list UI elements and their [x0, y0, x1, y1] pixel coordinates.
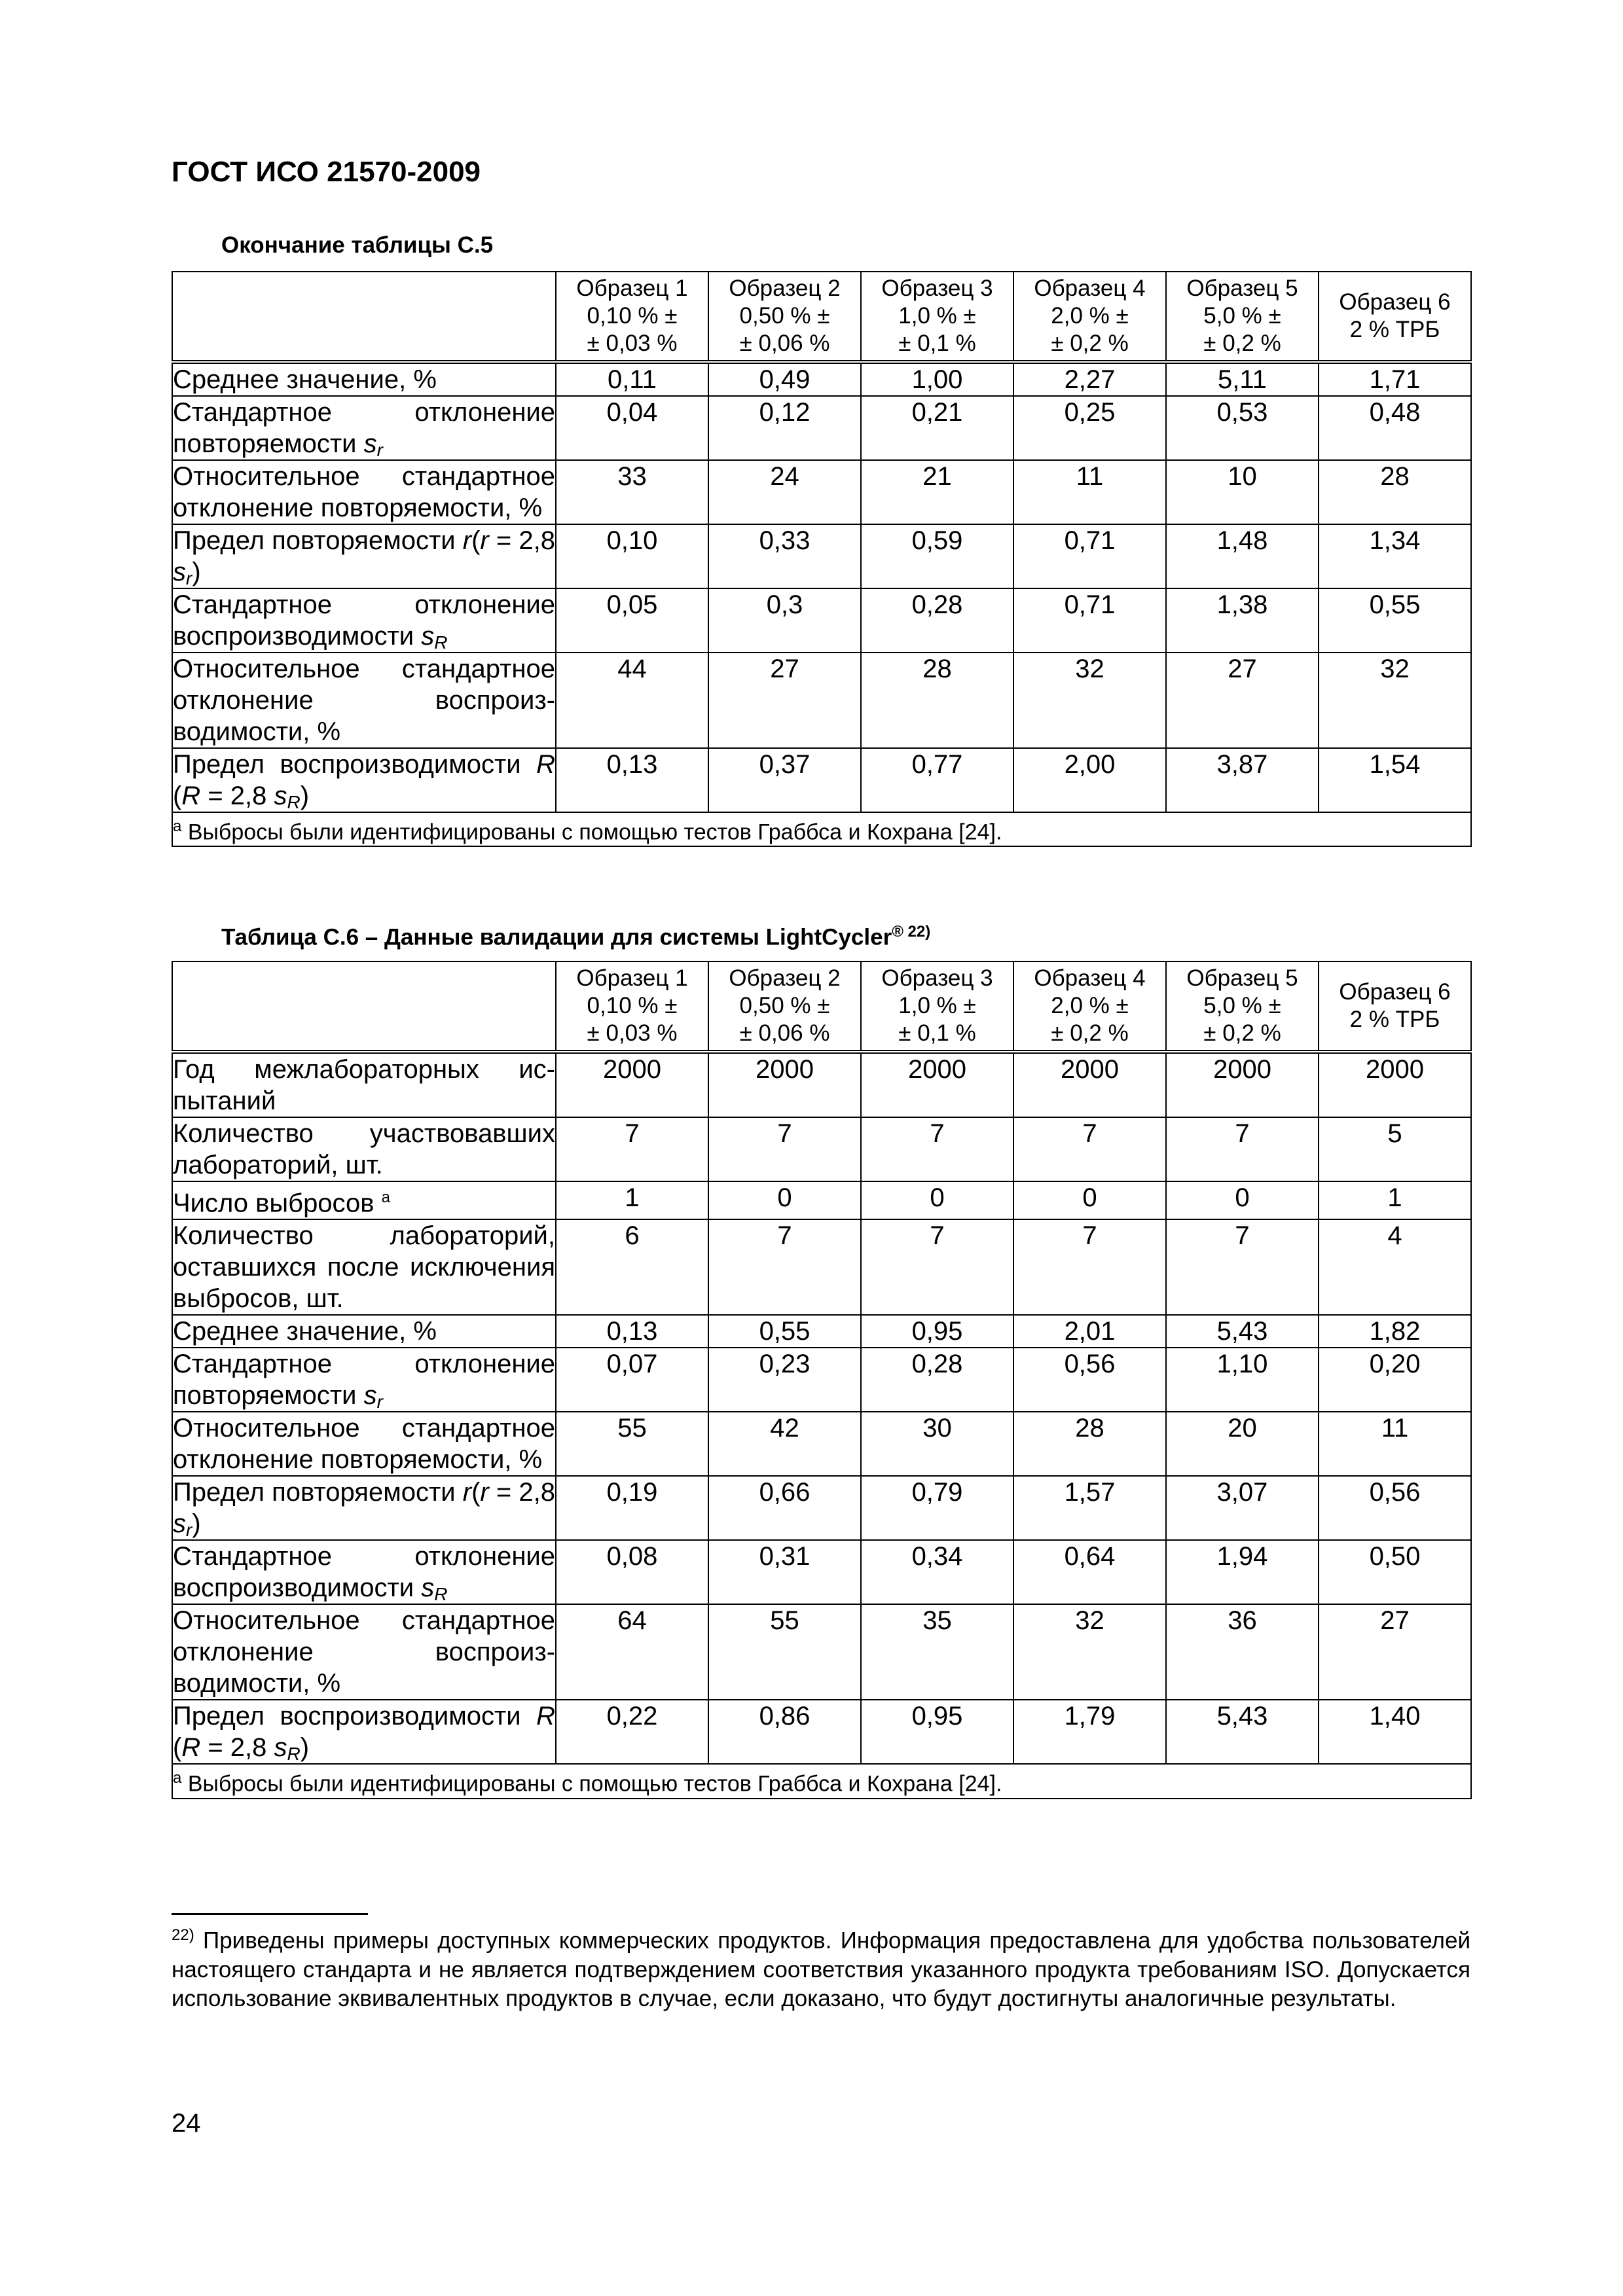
table-row — [172, 1348, 1471, 1412]
column-header-line: Образец 3 — [881, 965, 993, 991]
table-cell: 2,27 — [1013, 362, 1166, 396]
column-header-line: Образец 1 — [576, 276, 688, 301]
table-cell: 7 — [1166, 1117, 1319, 1181]
row-label-symbol: s — [173, 558, 186, 586]
table-cell: 5,11 — [1166, 362, 1319, 396]
row-label-symbol: s — [173, 1509, 186, 1539]
row-label-subscript: R — [287, 792, 301, 812]
table-cell: 2000 — [1166, 1052, 1319, 1117]
table-cell: 1 — [556, 1181, 708, 1219]
table-cell: 3,87 — [1166, 748, 1319, 812]
column-header-line: 0,50 % ± — [739, 993, 830, 1018]
column-header-line: Образец 5 — [1186, 965, 1298, 991]
table-cell: 1,71 — [1319, 362, 1471, 396]
table-row — [172, 1540, 1471, 1604]
row-label-text: ) — [300, 1733, 310, 1763]
row-label-text: Стандартное отклонение повторяемости — [173, 398, 555, 458]
table-row — [172, 396, 1471, 460]
column-header-line: Образец 1 — [576, 965, 688, 991]
row-label-text: Предел воспроизводимости — [173, 750, 537, 779]
table-row — [172, 1412, 1471, 1476]
column-header-line: 2 % ТРБ — [1349, 317, 1440, 342]
table-note-mark: a — [173, 817, 182, 835]
table-cell: 0,04 — [556, 396, 708, 460]
row-label-symbol: s — [421, 622, 435, 651]
row-label-text: Стандартное отклонение воспроизводимости — [173, 1542, 555, 1603]
column-header-line: 1,0 % ± — [898, 303, 976, 329]
row-label-text: = 2,8 — [488, 1478, 555, 1507]
column-header — [1013, 961, 1166, 1052]
row-label — [172, 1540, 556, 1604]
table-row — [172, 460, 1471, 524]
column-header-line: Образец 6 — [1339, 289, 1451, 315]
row-label-text: Относительное стандартное отклонение повторяемости, % — [173, 1414, 555, 1475]
table-cell: 0,12 — [708, 396, 861, 460]
table-cell: 21 — [861, 460, 1013, 524]
table-cell: 0,05 — [556, 588, 708, 653]
row-label-text: Среднее значение, % — [173, 365, 437, 394]
table-cell: 11 — [1319, 1412, 1471, 1476]
column-header — [1319, 961, 1471, 1052]
column-header — [1166, 272, 1319, 362]
column-header-line: ± 0,03 % — [587, 331, 678, 356]
row-label-subscript: r — [376, 1391, 383, 1412]
column-header-line: ± 0,06 % — [739, 1020, 830, 1046]
footnote-marker: a — [381, 1189, 390, 1206]
table-cell: 35 — [861, 1604, 1013, 1700]
table-cell: 7 — [556, 1117, 708, 1181]
table-row — [172, 1700, 1471, 1764]
table2-header-empty — [172, 961, 556, 1052]
table-cell: 55 — [708, 1604, 861, 1700]
table-cell: 11 — [1013, 460, 1166, 524]
table-cell: 0,22 — [556, 1700, 708, 1764]
table-cell: 0,56 — [1319, 1476, 1471, 1540]
table-note-mark: a — [173, 1769, 182, 1787]
table-cell: 1,34 — [1319, 524, 1471, 588]
row-label-subscript: r — [186, 568, 192, 588]
table-cell: 2,01 — [1013, 1315, 1166, 1348]
table-cell: 36 — [1166, 1604, 1319, 1700]
table-cell: 44 — [556, 653, 708, 748]
table-cell: 3,07 — [1166, 1476, 1319, 1540]
table-cell: 0,11 — [556, 362, 708, 396]
table-cell: 1 — [1319, 1181, 1471, 1219]
table-cell: 5,43 — [1166, 1315, 1319, 1348]
row-label-text: Год межлабораторных испытаний — [173, 1055, 555, 1115]
table-cell: 2000 — [1319, 1052, 1471, 1117]
table-cell: 0,10 — [556, 524, 708, 588]
table-cell: 0,71 — [1013, 524, 1166, 588]
table-cell: 1,54 — [1319, 748, 1471, 812]
column-header — [861, 961, 1013, 1052]
row-label-subscript: R — [287, 1744, 301, 1765]
table-cell: 7 — [861, 1219, 1013, 1315]
table-cell: 0,07 — [556, 1348, 708, 1412]
column-header-line: 0,10 % ± — [587, 993, 678, 1018]
table-cell: 0,21 — [861, 396, 1013, 460]
row-label-text: Стандартное отклонение воспроизводимости — [173, 590, 555, 651]
row-label — [172, 1476, 556, 1540]
row-label-text: = 2,8 — [200, 781, 274, 810]
column-header — [1013, 272, 1166, 362]
table-cell: 7 — [1166, 1219, 1319, 1315]
row-label-text: ( — [173, 781, 182, 810]
row-label-text: Предел повторяемости — [173, 526, 463, 555]
table-cell: 7 — [708, 1219, 861, 1315]
column-header-line: ± 0,2 % — [1203, 1020, 1281, 1046]
table-cell: 2000 — [1013, 1052, 1166, 1117]
row-label-symbol: s — [274, 781, 287, 810]
row-label — [172, 1117, 556, 1181]
table-row — [172, 1052, 1471, 1117]
table-cell: 0,55 — [1319, 588, 1471, 653]
table-cell: 33 — [556, 460, 708, 524]
row-label-text: Предел повторяемости — [173, 1478, 463, 1507]
table-row — [172, 748, 1471, 812]
table-cell: 7 — [1013, 1117, 1166, 1181]
table-cell: 10 — [1166, 460, 1319, 524]
column-header-line: 2 % ТРБ — [1349, 1007, 1440, 1032]
table-cell: 64 — [556, 1604, 708, 1700]
table-cell: 0,95 — [861, 1700, 1013, 1764]
table-cell: 0,55 — [708, 1315, 861, 1348]
table-cell: 0,50 — [1319, 1540, 1471, 1604]
column-header-line: 0,10 % ± — [587, 303, 678, 329]
table-cell: 0,23 — [708, 1348, 861, 1412]
table-cell: 0,37 — [708, 748, 861, 812]
table-cell: 1,57 — [1013, 1476, 1166, 1540]
footnote-mark: 22) — [172, 1926, 194, 1944]
table1-caption: Окончание таблицы С.5 — [221, 232, 494, 258]
table-note-text: Выбросы были идентифицированы с помощью тестов Граббса и Кохрана [24]. — [187, 1771, 1002, 1797]
row-label-subscript: r — [186, 1520, 192, 1541]
table-cell: 28 — [1013, 1412, 1166, 1476]
table-cell: 0 — [1013, 1181, 1166, 1219]
row-label — [172, 1700, 556, 1764]
table-cell: 0,20 — [1319, 1348, 1471, 1412]
table-cell: 0,48 — [1319, 396, 1471, 460]
row-label-text: Количество участвовавших лабораторий, шт. — [173, 1119, 555, 1179]
row-label-text: ) — [192, 558, 201, 586]
row-label — [172, 748, 556, 812]
table-row — [172, 1604, 1471, 1700]
row-label-text: Среднее значение, % — [173, 1317, 437, 1346]
column-header-line: 5,0 % ± — [1203, 993, 1281, 1018]
column-header-line: Образец 5 — [1186, 276, 1298, 301]
table-row — [172, 1117, 1471, 1181]
table-cell: 32 — [1013, 1604, 1166, 1700]
footnote-divider — [172, 1913, 368, 1915]
row-label-symbol: s — [363, 429, 377, 458]
table-row — [172, 524, 1471, 588]
table-note-row — [172, 812, 1471, 846]
column-header-line: 5,0 % ± — [1203, 303, 1281, 329]
table-cell: 1,10 — [1166, 1348, 1319, 1412]
column-header — [556, 272, 708, 362]
document-header: ГОСТ ИСО 21570-2009 — [172, 156, 481, 188]
table2-caption — [221, 923, 930, 951]
table-row — [172, 1219, 1471, 1315]
table1-body — [172, 362, 1471, 846]
row-label — [172, 362, 556, 396]
column-header-line: Образец 4 — [1034, 965, 1146, 991]
row-label — [172, 460, 556, 524]
column-header-line: ± 0,2 % — [1051, 331, 1129, 356]
table-cell: 0,28 — [861, 1348, 1013, 1412]
row-label-symbol: R — [181, 781, 201, 810]
row-label-subscript: r — [376, 440, 383, 460]
column-header-line: Образец 4 — [1034, 276, 1146, 301]
row-label-text: = 2,8 — [200, 1733, 274, 1763]
table-cell: 0,66 — [708, 1476, 861, 1540]
table-cell: 1,40 — [1319, 1700, 1471, 1764]
table-cell: 32 — [1013, 653, 1166, 748]
row-label-text: Относительное стандартное отклонение воспроизводимости, % — [173, 655, 555, 746]
table-note-text: Выбросы были идентифицированы с помощью тестов Граббса и Кохрана [24]. — [187, 819, 1002, 845]
table-cell: 28 — [1319, 460, 1471, 524]
row-label-text: ( — [173, 1733, 182, 1763]
row-label — [172, 588, 556, 653]
table-row — [172, 1476, 1471, 1540]
row-label-text: ( — [471, 1478, 481, 1507]
row-label-symbol: R — [181, 1733, 201, 1763]
row-label-text: ) — [300, 781, 310, 810]
table-cell: 0,31 — [708, 1540, 861, 1604]
column-header-line: ± 0,1 % — [898, 1020, 976, 1046]
row-label-symbol: r — [462, 526, 472, 555]
column-header — [861, 272, 1013, 362]
table-cell: 1,00 — [861, 362, 1013, 396]
row-label — [172, 396, 556, 460]
table-cell: 20 — [1166, 1412, 1319, 1476]
row-label-symbol: R — [536, 750, 555, 779]
table-cell: 1,94 — [1166, 1540, 1319, 1604]
row-label-text: Относительное стандартное отклонение повторяемости, % — [173, 462, 555, 522]
table-cell: 0,71 — [1013, 588, 1166, 653]
table-cell: 7 — [1013, 1219, 1166, 1315]
column-header — [708, 961, 861, 1052]
table-cell: 0,28 — [861, 588, 1013, 653]
table1-header-empty — [172, 272, 556, 362]
column-header-line: 0,50 % ± — [739, 303, 830, 329]
table-cell: 1,48 — [1166, 524, 1319, 588]
table-cell: 4 — [1319, 1219, 1471, 1315]
table-cell: 0,56 — [1013, 1348, 1166, 1412]
table-c5-continuation — [172, 271, 1472, 847]
page-number: 24 — [172, 2109, 201, 2138]
table-row — [172, 362, 1471, 396]
table-note-row — [172, 1764, 1471, 1798]
row-label-symbol: r — [480, 1478, 489, 1507]
table-cell: 0,34 — [861, 1540, 1013, 1604]
row-label-subscript: R — [434, 1584, 448, 1605]
row-label — [172, 1219, 556, 1315]
row-label-text: Количество лабораторий, оставшихся после исключения выбросов, шт. — [173, 1221, 555, 1314]
table-cell: 1,38 — [1166, 588, 1319, 653]
column-header-line: 2,0 % ± — [1051, 303, 1129, 329]
table-cell: 32 — [1319, 653, 1471, 748]
column-header-line: Образец 6 — [1339, 979, 1451, 1005]
table1-header-row — [172, 272, 1471, 362]
row-label-subscript: R — [434, 632, 448, 653]
table-row — [172, 588, 1471, 653]
table-cell: 0,3 — [708, 588, 861, 653]
table-cell: 7 — [861, 1117, 1013, 1181]
table-cell: 1,82 — [1319, 1315, 1471, 1348]
table2-body — [172, 1052, 1471, 1799]
table-cell: 42 — [708, 1412, 861, 1476]
table-cell: 0,13 — [556, 1315, 708, 1348]
table-cell: 2,00 — [1013, 748, 1166, 812]
table-cell: 5 — [1319, 1117, 1471, 1181]
table-row — [172, 1315, 1471, 1348]
table-cell: 0,77 — [861, 748, 1013, 812]
column-header — [1166, 961, 1319, 1052]
row-label-text: Относительное стандартное отклонение воспроизводимости, % — [173, 1606, 555, 1698]
column-header-line: ± 0,2 % — [1051, 1020, 1129, 1046]
table-cell: 0,64 — [1013, 1540, 1166, 1604]
table-cell: 0,49 — [708, 362, 861, 396]
row-label-symbol: r — [480, 526, 489, 555]
column-header-line: 2,0 % ± — [1051, 993, 1129, 1018]
table-cell: 0 — [861, 1181, 1013, 1219]
column-header-line: ± 0,06 % — [739, 331, 830, 356]
table-cell: 27 — [1319, 1604, 1471, 1700]
row-label-text: ) — [192, 1509, 201, 1539]
footnote-text: Приведены примеры доступных коммерческих продуктов. Информация предоставлена для удобства пользователей настоящего стандарта и не является подтверждением соответствия указанного продукта требованиям ISO. Допускается использование эквивалентных продуктов в случае, если доказано, что будут достигнуты аналогичные результаты. — [172, 1928, 1470, 2011]
column-header-line: ± 0,03 % — [587, 1020, 678, 1046]
table-cell: 2000 — [861, 1052, 1013, 1117]
table-cell: 55 — [556, 1412, 708, 1476]
table-cell: 0,86 — [708, 1700, 861, 1764]
row-label — [172, 1412, 556, 1476]
table-cell: 0,25 — [1013, 396, 1166, 460]
row-label-symbol: r — [462, 1478, 472, 1507]
table2-caption-sup: ® 22) — [892, 923, 931, 941]
column-header-line: Образец 3 — [881, 276, 993, 301]
column-header — [708, 272, 861, 362]
table-cell: 27 — [708, 653, 861, 748]
table-row — [172, 1181, 1471, 1219]
table2-caption-text: Таблица С.6 – Данные валидации для системы LightCycler — [221, 924, 892, 950]
row-label — [172, 1604, 556, 1700]
column-header-line: ± 0,2 % — [1203, 331, 1281, 356]
table-cell: 0,53 — [1166, 396, 1319, 460]
row-label-symbol: s — [274, 1733, 287, 1763]
row-label-symbol: s — [363, 1381, 377, 1410]
table-cell: 2000 — [556, 1052, 708, 1117]
table2-header-row — [172, 961, 1471, 1052]
row-label — [172, 653, 556, 748]
table-cell: 1,79 — [1013, 1700, 1166, 1764]
row-label — [172, 1181, 556, 1219]
table-cell: 0 — [708, 1181, 861, 1219]
column-header — [1319, 272, 1471, 362]
column-header-line: 1,0 % ± — [898, 993, 976, 1018]
table-note — [172, 1764, 1471, 1798]
column-header-line: Образец 2 — [729, 965, 841, 991]
row-label — [172, 1315, 556, 1348]
row-label-symbol: R — [536, 1702, 555, 1731]
table-cell: 0,59 — [861, 524, 1013, 588]
table-row — [172, 653, 1471, 748]
column-header-line: Образец 2 — [729, 276, 841, 301]
row-label-text: = 2,8 — [488, 526, 555, 555]
table-cell: 6 — [556, 1219, 708, 1315]
table-cell: 0,33 — [708, 524, 861, 588]
table-cell: 7 — [708, 1117, 861, 1181]
row-label-text: ( — [471, 526, 481, 555]
table-cell: 0,79 — [861, 1476, 1013, 1540]
row-label — [172, 1348, 556, 1412]
table-cell: 0,08 — [556, 1540, 708, 1604]
table-c6 — [172, 961, 1472, 1799]
table-cell: 0,19 — [556, 1476, 708, 1540]
row-label-text: Число выбросов — [173, 1189, 382, 1218]
table-cell: 0 — [1166, 1181, 1319, 1219]
row-label — [172, 1052, 556, 1117]
table-cell: 24 — [708, 460, 861, 524]
table-cell: 0,13 — [556, 748, 708, 812]
row-label — [172, 524, 556, 588]
table-cell: 0,95 — [861, 1315, 1013, 1348]
table-note — [172, 812, 1471, 846]
row-label-text: Предел воспроизводимости — [173, 1702, 537, 1731]
row-label-symbol: s — [421, 1573, 435, 1603]
footnote — [172, 1921, 1470, 2013]
row-label-text: Стандартное отклонение повторяемости — [173, 1350, 555, 1410]
column-header-line: ± 0,1 % — [898, 331, 976, 356]
table-cell: 27 — [1166, 653, 1319, 748]
table-cell: 28 — [861, 653, 1013, 748]
table-cell: 5,43 — [1166, 1700, 1319, 1764]
column-header — [556, 961, 708, 1052]
table-cell: 30 — [861, 1412, 1013, 1476]
table-cell: 2000 — [708, 1052, 861, 1117]
